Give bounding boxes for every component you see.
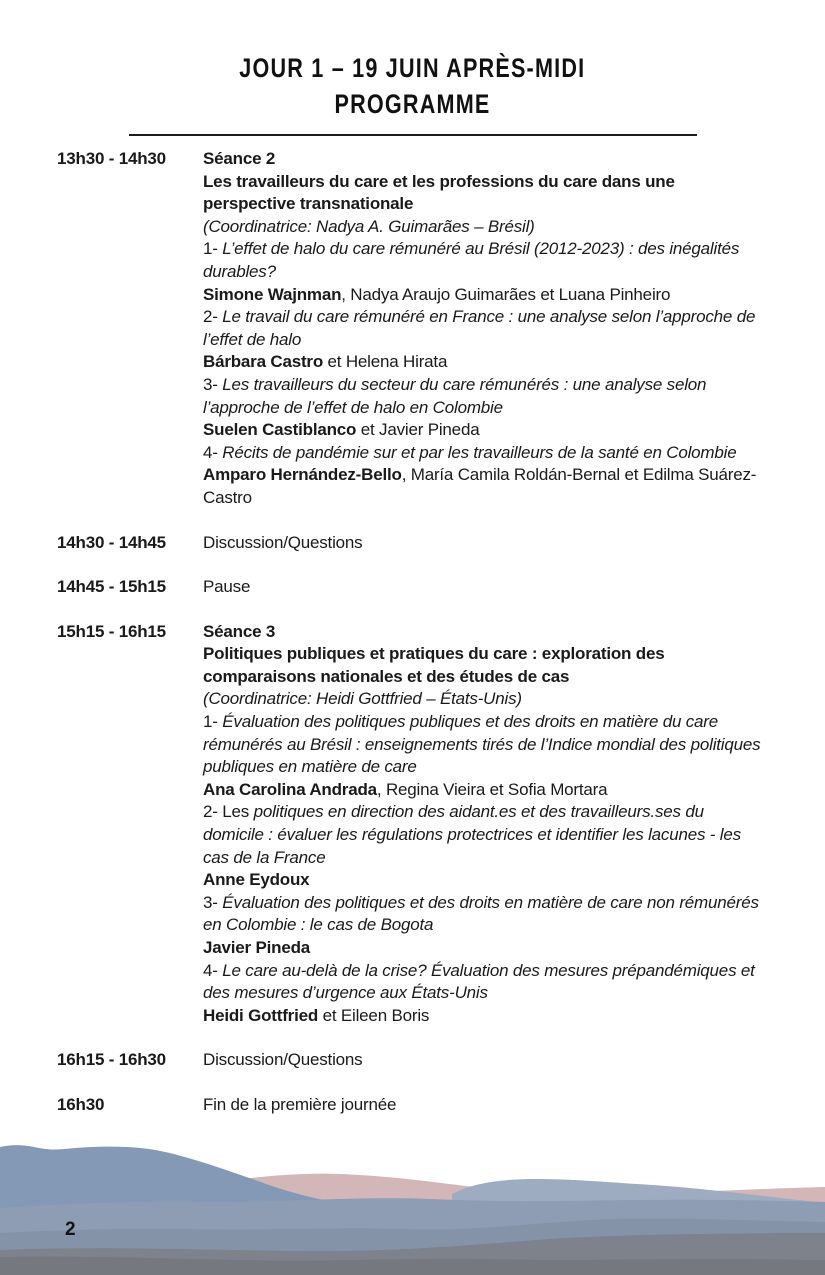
schedule-paragraph bbox=[203, 779, 767, 802]
page-header bbox=[0, 50, 825, 136]
schedule-row-time: 15h15 - 16h15 bbox=[57, 621, 166, 641]
schedule-paragraph bbox=[203, 1049, 767, 1072]
text-segment: Évaluation des politiques publiques et des droits en matière du care rémunérés au Brésil : enseignements tirés de l’Indice mondial des politiques publiques en matière de care bbox=[203, 712, 761, 777]
text-segment: et Javier Pineda bbox=[356, 420, 480, 440]
header-divider bbox=[129, 134, 697, 136]
schedule-paragraph bbox=[203, 869, 767, 892]
schedule-row-time: 14h45 - 15h15 bbox=[57, 577, 166, 597]
text-segment: Javier Pineda bbox=[203, 938, 311, 957]
schedule-paragraph bbox=[203, 419, 767, 442]
text-segment: 1- bbox=[203, 712, 223, 732]
schedule-row-time: 16h15 - 16h30 bbox=[57, 1050, 166, 1070]
schedule-paragraph bbox=[203, 442, 767, 465]
page-title-line-1-text: JOUR 1 – 19 JUIN APRÈS-MIDI bbox=[239, 53, 586, 83]
text-segment: Les travailleurs du care et les professions du care dans une perspective transnationale bbox=[203, 171, 675, 214]
text-segment: Le travail du care rémunéré en France : une analyse selon l’approche de l’effet de halo bbox=[203, 307, 756, 349]
schedule-row-time: 14h30 - 14h45 bbox=[57, 532, 166, 552]
text-segment: , María Camila Roldán-Bernal et Edilma Suárez-Castro bbox=[203, 465, 757, 507]
text-segment: politiques en direction des aidant.es et des travailleurs.ses du domicile : évaluer les régulations protectrices et identifier les lacunes - les cas de la France bbox=[203, 802, 741, 867]
text-segment: Le care au-delà de la crise? Évaluation des mesures prépandémiques et des mesures d’urgence aux États-Unis bbox=[203, 960, 755, 1003]
schedule-paragraph bbox=[203, 801, 767, 869]
schedule-row-0 bbox=[0, 148, 825, 510]
text-segment: Amparo Hernández-Bello bbox=[203, 465, 402, 485]
text-segment: Les travailleurs du secteur du care rémunérés : une analyse selon l’approche de l’effet de halo en Colombie bbox=[203, 374, 707, 417]
schedule-row-time: 13h30 - 14h30 bbox=[57, 149, 166, 168]
text-segment: Simone Wajnman bbox=[203, 284, 342, 304]
text-segment: Séance 2 bbox=[203, 149, 276, 168]
schedule-paragraph bbox=[203, 1005, 767, 1028]
page-number: 2 bbox=[65, 1219, 76, 1240]
page-title-line-1 bbox=[0, 50, 825, 86]
schedule-row-3 bbox=[0, 621, 825, 1028]
text-segment: , Regina Vieira et Sofia Mortara bbox=[376, 779, 608, 799]
schedule-paragraph bbox=[203, 892, 767, 937]
text-segment: 2- Les bbox=[203, 802, 254, 822]
text-segment: Récits de pandémie sur et par les travailleurs de la santé en Colombie bbox=[222, 442, 737, 462]
schedule-paragraph bbox=[203, 351, 767, 374]
page-title-line-2-text: PROGRAMME bbox=[334, 89, 491, 119]
schedule-paragraph bbox=[203, 621, 767, 644]
schedule-row-4 bbox=[0, 1049, 825, 1072]
text-segment: Discussion/Questions bbox=[203, 1050, 363, 1070]
text-segment: 3- bbox=[203, 374, 223, 394]
mountain-layer-bottom-wave bbox=[0, 1256, 825, 1275]
schedule-paragraph bbox=[203, 171, 767, 216]
schedule-row-5 bbox=[0, 1094, 825, 1117]
text-segment: (Coordinatrice: Heidi Gottfried – États-Unis) bbox=[203, 689, 522, 709]
schedule-row-content bbox=[203, 1094, 767, 1117]
text-segment: Politiques publiques et pratiques du care : exploration des comparaisons nationales et des études de cas bbox=[203, 644, 665, 686]
text-segment: 4- bbox=[203, 442, 223, 462]
schedule-paragraph bbox=[203, 464, 767, 509]
text-segment: Heidi Gottfried bbox=[203, 1005, 319, 1025]
text-segment: et Eileen Boris bbox=[318, 1005, 430, 1025]
text-segment: 4- bbox=[203, 960, 223, 980]
text-segment: Discussion/Questions bbox=[203, 532, 363, 552]
schedule-paragraph bbox=[203, 284, 767, 307]
schedule-paragraph bbox=[203, 532, 767, 555]
text-segment: Évaluation des politiques et des droits en matière de care non rémunérés en Colombie : le cas de Bogota bbox=[203, 892, 759, 935]
schedule-row-time: 16h30 bbox=[57, 1094, 105, 1114]
text-segment: et Helena Hirata bbox=[323, 352, 448, 372]
schedule-row-content bbox=[203, 621, 767, 1028]
schedule-row-content bbox=[203, 148, 767, 510]
schedule-paragraph bbox=[203, 711, 767, 779]
schedule-paragraph bbox=[203, 688, 767, 711]
schedule-row-content bbox=[203, 1049, 767, 1072]
schedule-paragraph bbox=[203, 1094, 767, 1117]
page-title-line-2 bbox=[0, 86, 825, 122]
text-segment: Suelen Castiblanco bbox=[203, 420, 357, 440]
text-segment: Ana Carolina Andrada bbox=[203, 779, 377, 799]
schedule-paragraph bbox=[203, 238, 767, 283]
schedule-paragraph bbox=[203, 643, 767, 688]
text-segment: 1- bbox=[203, 239, 223, 259]
schedule-row-1 bbox=[0, 532, 825, 555]
schedule-paragraph bbox=[203, 576, 767, 599]
schedule-paragraph bbox=[203, 960, 767, 1005]
text-segment: Séance 3 bbox=[203, 621, 276, 641]
text-segment: (Coordinatrice: Nadya A. Guimarães – Brésil) bbox=[203, 216, 535, 236]
footer-mountain-art bbox=[0, 1130, 825, 1275]
schedule-paragraph bbox=[203, 216, 767, 239]
schedule-paragraph bbox=[203, 306, 767, 351]
schedule-row-2 bbox=[0, 576, 825, 599]
text-segment: Bárbara Castro bbox=[203, 352, 324, 372]
text-segment: 2- bbox=[203, 307, 223, 327]
schedule bbox=[0, 148, 825, 1139]
text-segment: , Nadya Araujo Guimarães et Luana Pinheiro bbox=[341, 284, 671, 304]
schedule-row-content bbox=[203, 532, 767, 555]
text-segment: 3- bbox=[203, 892, 223, 912]
schedule-paragraph bbox=[203, 937, 767, 960]
schedule-paragraph bbox=[203, 148, 767, 171]
text-segment: Pause bbox=[203, 577, 251, 597]
schedule-row-content bbox=[203, 576, 767, 599]
schedule-paragraph bbox=[203, 374, 767, 419]
text-segment: L’effet de halo du care rémunéré au Brésil (2012-2023) : des inégalités durables? bbox=[203, 239, 740, 281]
text-segment: Anne Eydoux bbox=[203, 870, 310, 890]
text-segment: Fin de la première journée bbox=[203, 1094, 397, 1114]
